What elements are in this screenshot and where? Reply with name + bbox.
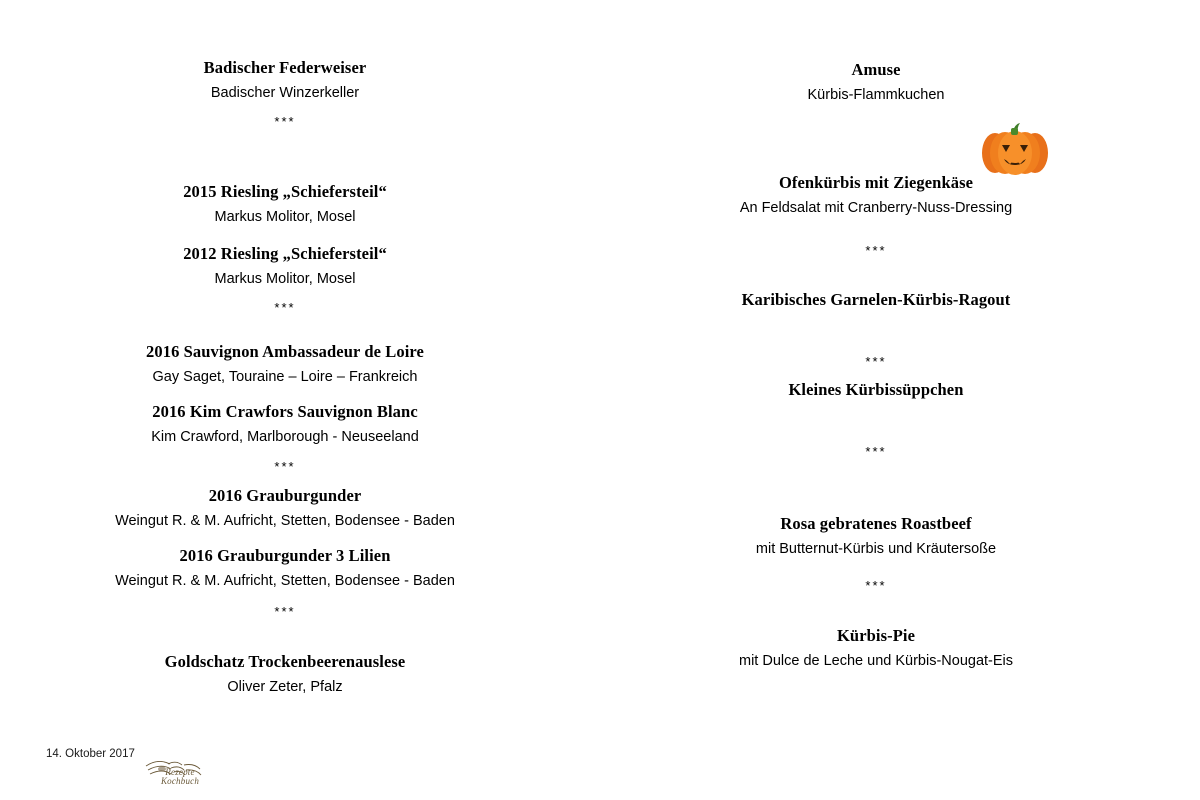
course-description: Kürbis-Flammkuchen xyxy=(807,86,945,103)
wine-entry xyxy=(25,652,545,696)
course-description: An Feldsalat mit Cranberry-Nuss-Dressing xyxy=(739,199,1013,216)
wine-entry xyxy=(25,402,545,446)
wine-producer: Markus Molitor, Mosel xyxy=(214,208,356,225)
wine-title: 2016 Grauburgunder xyxy=(208,486,362,505)
wine-producer: Kim Crawford, Marlborough - Neuseeland xyxy=(151,428,419,445)
wine-producer: Badischer Winzerkeller xyxy=(210,84,360,101)
wine-entry xyxy=(25,546,545,590)
wine-title: 2016 Sauvignon Ambassadeur de Loire xyxy=(146,342,424,361)
section-separator: *** xyxy=(865,444,887,459)
wine-title: 2016 Grauburgunder 3 Lilien xyxy=(179,546,391,565)
wine-entry xyxy=(25,244,545,288)
wine-entry xyxy=(25,342,545,386)
wine-producer: Oliver Zeter, Pfalz xyxy=(227,678,343,695)
course-title: Kürbis-Pie xyxy=(837,626,915,645)
jack-o-lantern-icon xyxy=(980,122,1050,176)
section-separator: *** xyxy=(865,578,887,593)
section-separator: *** xyxy=(274,459,296,474)
section-separator: *** xyxy=(865,354,887,369)
wine-producer: Weingut R. & M. Aufricht, Stetten, Bodensee - Baden xyxy=(115,512,455,529)
course-entry xyxy=(616,60,1136,104)
document-date: 14. Oktober 2017 xyxy=(46,748,135,760)
wine-title: Goldschatz Trockenbeerenauslese xyxy=(164,652,406,671)
course-title: Karibisches Garnelen-Kürbis-Ragout xyxy=(741,290,1011,309)
wine-entry xyxy=(25,58,545,102)
section-separator: *** xyxy=(274,114,296,129)
course-entry xyxy=(616,514,1136,558)
course-title: Ofenkürbis mit Ziegenkäse xyxy=(778,173,974,192)
course-description: mit Butternut-Kürbis und Kräutersoße xyxy=(755,540,997,557)
course-entry xyxy=(616,380,1136,401)
course-description: mit Dulce de Leche und Kürbis-Nougat-Eis xyxy=(738,652,1014,669)
wine-title: 2016 Kim Crawfors Sauvignon Blanc xyxy=(152,402,418,421)
section-separator: *** xyxy=(274,604,296,619)
wine-producer: Markus Molitor, Mosel xyxy=(214,270,356,287)
section-separator: *** xyxy=(865,243,887,258)
logo-line-1: Rezepte xyxy=(165,767,195,777)
course-title: Kleines Kürbissüppchen xyxy=(788,380,964,399)
logo-wordmark xyxy=(150,768,210,787)
wine-title: 2015 Riesling „Schiefersteil“ xyxy=(183,182,387,201)
logo-line-2: Kochbuch xyxy=(160,776,200,787)
wine-title: 2012 Riesling „Schiefersteil“ xyxy=(183,244,387,263)
wine-title: Badischer Federweiser xyxy=(203,58,367,77)
section-separator: *** xyxy=(274,300,296,315)
wine-producer: Gay Saget, Touraine – Loire – Frankreich xyxy=(152,368,418,385)
course-title: Amuse xyxy=(851,60,901,79)
wine-entry xyxy=(25,486,545,530)
course-entry xyxy=(616,290,1136,311)
course-entry xyxy=(616,626,1136,670)
course-entry xyxy=(616,173,1136,217)
wine-producer: Weingut R. & M. Aufricht, Stetten, Bodensee - Baden xyxy=(115,572,455,589)
course-title: Rosa gebratenes Roastbeef xyxy=(780,514,972,533)
wine-entry xyxy=(25,182,545,226)
